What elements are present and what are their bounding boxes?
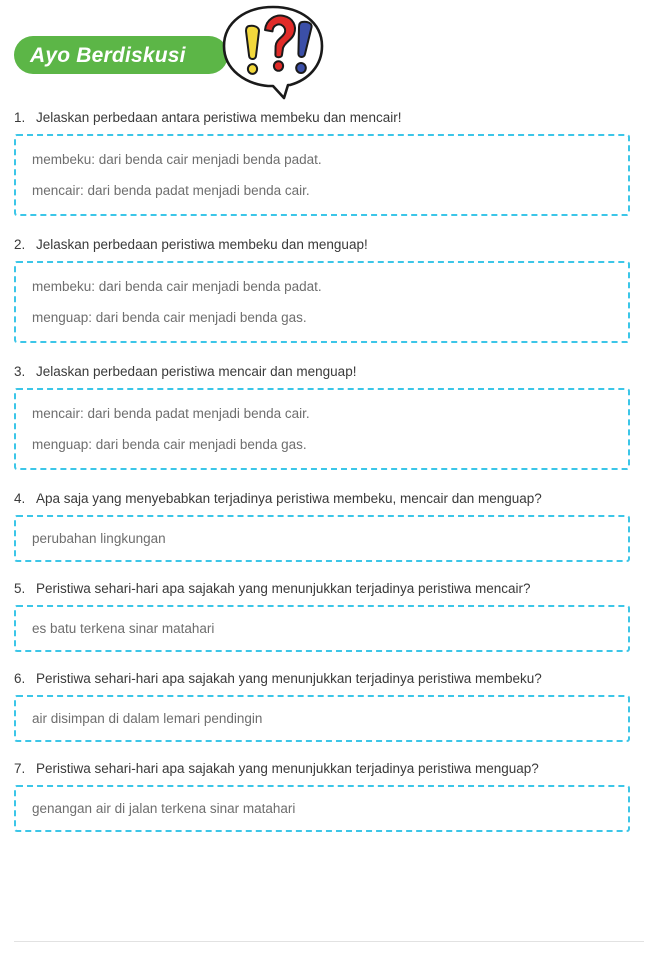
answer-line: genangan air di jalan terkena sinar matahari (32, 801, 296, 816)
exclamation-mark-yellow-icon (246, 26, 259, 74)
answer-line: es batu terkena sinar matahari (32, 621, 215, 636)
question-block-6 (0, 669, 660, 742)
answer-line: menguap: dari benda cair menjadi benda gas. (32, 437, 307, 452)
question-text: Jelaskan perbedaan peristiwa mencair dan menguap! (36, 364, 357, 379)
footer-divider (14, 941, 644, 942)
question-row (0, 108, 660, 127)
question-row (0, 759, 660, 778)
question-number: 1. (14, 110, 26, 125)
question-block-3 (0, 362, 660, 470)
answer-line: mencair: dari benda padat menjadi benda cair. (32, 183, 310, 198)
question-number: 2. (14, 237, 26, 252)
answer-line: perubahan lingkungan (32, 531, 166, 546)
question-text: Peristiwa sehari-hari apa sajakah yang menunjukkan terjadinya peristiwa membeku? (36, 671, 542, 686)
section-title: Ayo Berdiskusi (30, 44, 186, 67)
answer-box-4[interactable] (14, 515, 630, 562)
question-number: 6. (14, 671, 26, 686)
spacer (0, 470, 660, 489)
answer-box-5[interactable] (14, 605, 630, 652)
answer-line: membeku: dari benda cair menjadi benda padat. (32, 152, 322, 167)
question-number: 5. (14, 581, 26, 596)
question-number: 7. (14, 761, 26, 776)
answer-box-6[interactable] (14, 695, 630, 742)
question-number: 4. (14, 491, 26, 506)
spacer (0, 562, 660, 579)
answer-box-3[interactable] (14, 388, 630, 470)
speech-bubble-icon (218, 4, 328, 104)
question-text: Peristiwa sehari-hari apa sajakah yang menunjukkan terjadinya peristiwa menguap? (36, 761, 539, 776)
question-row (0, 579, 660, 598)
answer-line: membeku: dari benda cair menjadi benda padat. (32, 279, 322, 294)
question-block-2 (0, 235, 660, 343)
spacer (0, 742, 660, 759)
question-text: Peristiwa sehari-hari apa sajakah yang menunjukkan terjadinya peristiwa mencair? (36, 581, 531, 596)
answer-box-7[interactable] (14, 785, 630, 832)
question-text: Apa saja yang menyebabkan terjadinya peristiwa membeku, mencair dan menguap? (36, 491, 542, 506)
worksheet-questions (0, 108, 660, 832)
page-header (0, 0, 660, 108)
spacer (0, 343, 660, 362)
question-text: Jelaskan perbedaan peristiwa membeku dan menguap! (36, 237, 368, 252)
question-number: 3. (14, 364, 26, 379)
answer-line: menguap: dari benda cair menjadi benda gas. (32, 310, 307, 325)
question-row (0, 362, 660, 381)
answer-line: mencair: dari benda padat menjadi benda cair. (32, 406, 310, 421)
question-text: Jelaskan perbedaan antara peristiwa membeku dan mencair! (36, 110, 402, 125)
question-row (0, 235, 660, 254)
question-block-7 (0, 759, 660, 832)
question-row (0, 489, 660, 508)
answer-box-2[interactable] (14, 261, 630, 343)
answer-box-1[interactable] (14, 134, 630, 216)
spacer (0, 216, 660, 235)
answer-line: air disimpan di dalam lemari pendingin (32, 711, 263, 726)
question-block-4 (0, 489, 660, 562)
question-row (0, 669, 660, 688)
question-block-5 (0, 579, 660, 652)
spacer (0, 652, 660, 669)
question-block-1 (0, 108, 660, 216)
